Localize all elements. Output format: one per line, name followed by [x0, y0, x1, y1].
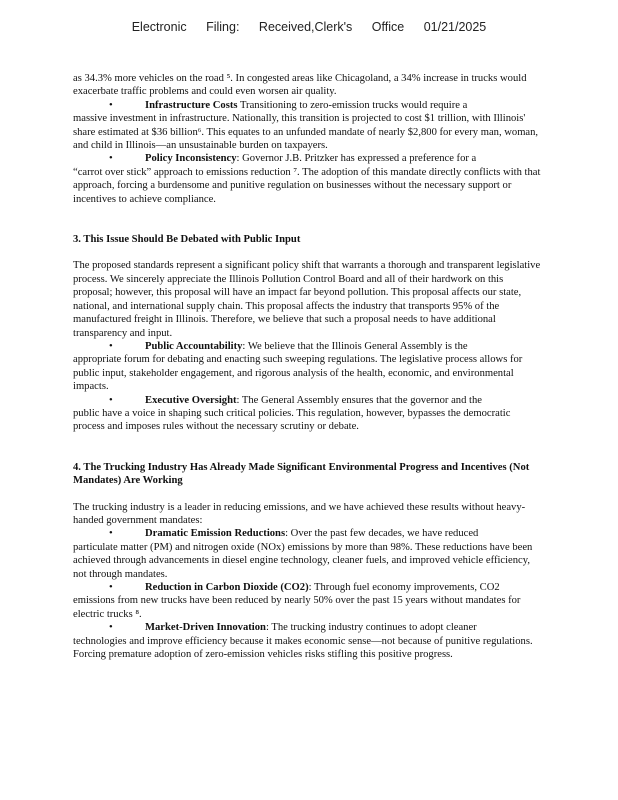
document-page	[73, 72, 543, 661]
bullet-dot: •	[109, 99, 113, 111]
filing-stamp-header	[0, 20, 618, 34]
bullet-dot: •	[109, 340, 113, 352]
bullet-dot: •	[109, 528, 113, 540]
section-4-paragraph: The trucking industry is a leader in reducing emissions, and we have achieved these results without heavy-handed government mandates:	[73, 501, 526, 526]
intro-paragraph: as 34.3% more vehicles on the road ⁵. In congested areas like Chicagoland, a 34% increase in trucks would exacerbate traffic problems and could even worsen air quality.	[73, 73, 527, 98]
bullet-dramatic-emission-reductions	[73, 527, 543, 581]
bullet-title: Executive Oversight	[145, 394, 237, 406]
bullet-title: Dramatic Emission Reductions	[145, 528, 286, 540]
bullet-text-first: : Over the past few decades, we have reduced	[285, 528, 479, 540]
bullet-text-rest: “carrot over stick” approach to emissions reduction ⁷. The adoption of this mandate directly conflicts with that approach, forcing a burdensome and punitive regulation on businesses without the necessary support or incentives to achieve compliance.	[73, 166, 541, 205]
bullet-infrastructure-costs	[73, 99, 543, 153]
bullet-text-rest: technologies and improve efficiency because it makes economic sense—not because of punitive regulations. Forcing premature adoption of zero-emission vehicles risks stifling this positive progress.	[73, 635, 533, 661]
bullet-title: Infrastructure Costs	[145, 99, 238, 111]
bullet-text-first: : The General Assembly ensures that the governor and the	[236, 394, 482, 406]
bullet-text-rest: emissions from new trucks have been reduced by nearly 50% over the past 15 years without mandates for electric trucks ⁸.	[73, 595, 521, 620]
header-word-filing: Filing:	[206, 20, 240, 34]
bullet-text-rest: particulate matter (PM) and nitrogen oxide (NOx) emissions by more than 98%. These reductions have been achieved through advancements in diesel engine technology, cleaner fuels, and improved vehicle efficiency, not through mandates.	[73, 541, 533, 580]
section-4-heading: 4. The Trucking Industry Has Already Made Significant Environmental Progress and Incentives (Not Mandates) Are Working	[73, 461, 530, 487]
bullet-title: Public Accountability	[145, 340, 243, 352]
bullet-executive-oversight	[73, 394, 543, 434]
header-word-electronic: Electronic	[131, 20, 187, 34]
header-word-received-clerks: Received,Clerk's	[258, 20, 353, 34]
bullet-title: Reduction in Carbon Dioxide (CO2)	[145, 582, 309, 593]
bullet-dot: •	[109, 582, 113, 593]
section-3-paragraph: The proposed standards represent a significant policy shift that warrants a thorough and transparent legislative process. We sincerely appreciate the Illinois Pollution Control Board and all of their hardwork on this proposal; however, this proposal will have an impact far beyond pollution. This proposal affects our state, national, and international supply chain. This proposal affects the industry that transports 95% of the manufactured freight in Illinois. Therefore, we believe that such a proposal needs to have additional transparency and input.	[73, 260, 541, 339]
header-word-office: Office	[371, 20, 405, 34]
bullet-dot: •	[109, 622, 113, 634]
bullet-reduction-co2	[73, 581, 543, 621]
bullet-text-first: : Through fuel economy improvements, CO2	[308, 582, 500, 593]
bullet-market-driven-innovation	[73, 621, 543, 661]
bullet-text-first: : We believe that the Illinois General Assembly is the	[242, 340, 468, 352]
bullet-dot: •	[109, 153, 113, 165]
bullet-title: Policy Inconsistency	[145, 153, 237, 165]
bullet-policy-inconsistency	[73, 152, 543, 206]
bullet-public-accountability	[73, 340, 543, 394]
bullet-text-first: : Governor J.B. Pritzker has expressed a preference for a	[236, 153, 477, 165]
bullet-text-first: : The trucking industry continues to adopt cleaner	[265, 622, 477, 634]
section-3-heading: 3. This Issue Should Be Debated with Public Input	[73, 234, 301, 246]
bullet-title: Market-Driven Innovation	[145, 622, 266, 634]
bullet-dot: •	[109, 394, 113, 406]
bullet-text-rest: public have a voice in shaping such critical policies. This regulation, however, bypasses the democratic process and imposes rules without the necessary scrutiny or debate.	[73, 407, 511, 433]
header-date: 01/21/2025	[423, 20, 487, 34]
bullet-text-rest: appropriate forum for debating and enacting such sweeping regulations. The legislative process allows for public input, stakeholder engagement, and rigorous analysis of the health, economic, and environmental impacts.	[73, 354, 523, 393]
bullet-text-first: Transitioning to zero-emission trucks would require a	[237, 99, 468, 111]
bullet-text-rest: massive investment in infrastructure. Nationally, this transition is projected to cost $1 trillion, with Illinois' share estimated at $36 billion⁶. This equates to an unfunded mandate of nearly $2,800 for every man, woman, and child in Illinois—an unsustainable burden on taxpayers.	[73, 113, 539, 152]
